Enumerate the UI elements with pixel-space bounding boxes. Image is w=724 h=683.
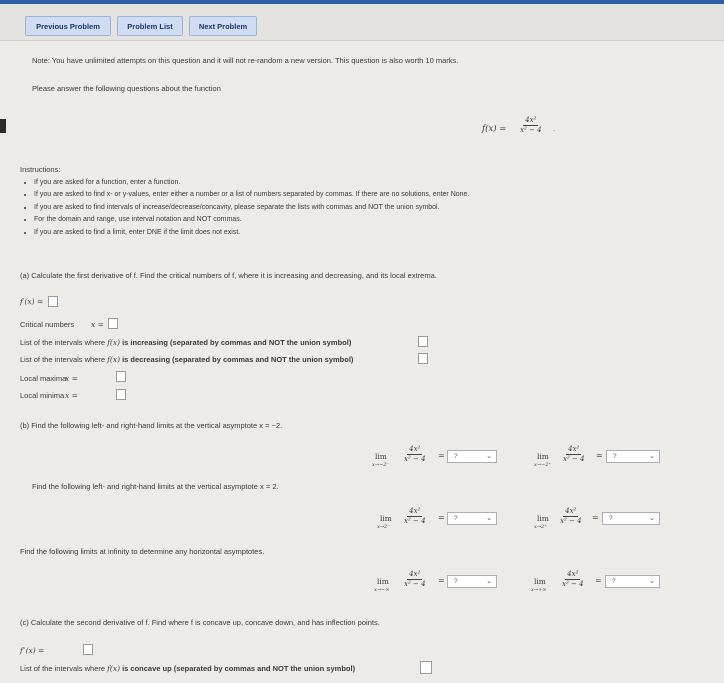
limit-right-neg2-select[interactable] xyxy=(606,450,660,463)
decreasing-intervals-input[interactable] xyxy=(418,353,428,364)
equals-sign: = xyxy=(595,576,602,585)
horizontal-asymptote-text: Find the following limits at infinity to determine any horizontal asymptotes. xyxy=(20,547,265,556)
limit-numerator: 4x² xyxy=(567,570,579,578)
limit-right-2 xyxy=(534,514,549,530)
limit-left-neg2-select[interactable] xyxy=(447,450,497,463)
increasing-fx: f(x) xyxy=(107,338,120,347)
lim-word: lim xyxy=(377,577,389,586)
select-value: ? xyxy=(454,453,458,460)
limit-fraction xyxy=(404,507,426,526)
select-value: ? xyxy=(612,578,616,585)
equals-sign: = xyxy=(596,451,603,460)
chevron-down-icon: ⌄ xyxy=(486,515,492,522)
attempts-note: Note: You have unlimited attempts on this question and it will not re-random a new version. This question is also worth 10 marks. xyxy=(32,56,459,65)
function-period: . xyxy=(553,124,556,133)
part-a-title: (a) Calculate the first derivative of f. Find the critical numbers of f, where it is increasing and decreasing, and its local extrema. xyxy=(20,271,437,280)
limit-denominator: x² − 4 xyxy=(560,517,582,525)
chevron-down-icon: ⌄ xyxy=(649,578,655,585)
vertical-asymptote-2-text: Find the following left- and right-hand limits at the vertical asymptote x = 2. xyxy=(32,482,279,491)
limit-left-2 xyxy=(377,514,392,530)
lim-word: lim xyxy=(534,577,546,586)
function-lhs: f(x) = xyxy=(482,124,507,134)
limit-numerator: 4x² xyxy=(409,507,421,515)
increasing-prefix: List of the intervals where xyxy=(20,338,106,347)
limit-subscript: x→2⁺ xyxy=(534,524,547,530)
select-value: ? xyxy=(454,578,458,585)
concave-up-suffix: is concave up (separated by commas and NOT the union symbol) xyxy=(122,664,356,673)
limit-denominator: x² − 4 xyxy=(404,517,426,525)
limit-subscript: x→2⁻ xyxy=(377,524,390,530)
limit-denominator: x² − 4 xyxy=(563,455,585,463)
limit-numerator: 4x² xyxy=(409,570,421,578)
function-denominator: x² − 4 xyxy=(520,126,542,134)
concave-up-prefix: List of the intervals where xyxy=(20,664,106,673)
lim-word: lim xyxy=(375,452,387,461)
chevron-down-icon: ⌄ xyxy=(486,578,492,585)
limit-numerator: 4x² xyxy=(568,445,580,453)
decreasing-fx: f(x) xyxy=(107,355,120,364)
lim-word: lim xyxy=(537,452,549,461)
instruction-item: • If you are asked to find x- or y-values, enter either a number or a list of numbers separated by commas. If there are no solutions, enter None. xyxy=(34,189,469,201)
second-derivative-label: f″(x) = xyxy=(20,646,45,655)
limit-pos-infinity xyxy=(531,577,547,593)
limit-fraction xyxy=(562,570,584,589)
function-numerator: 4x² xyxy=(525,116,537,124)
limit-subscript: x→−2⁺ xyxy=(534,462,552,468)
local-maxima-label: Local maxima xyxy=(20,374,67,383)
equals-sign: = xyxy=(438,576,445,585)
lim-word: lim xyxy=(537,514,549,523)
problem-nav-bar xyxy=(0,4,724,41)
second-derivative-input[interactable] xyxy=(83,644,93,655)
limit-left-neg2 xyxy=(372,452,390,468)
decreasing-label xyxy=(20,355,353,364)
select-value: ? xyxy=(454,515,458,522)
part-b-title: (b) Find the following left- and right-hand limits at the vertical asymptote x = −2. xyxy=(20,421,283,430)
instructions-list xyxy=(20,177,469,239)
next-problem-button[interactable]: Next Problem xyxy=(189,16,257,36)
limit-numerator: 4x² xyxy=(565,507,577,515)
first-derivative-label: f′(x) = xyxy=(20,297,44,306)
instruction-item: • For the domain and range, use interval notation and NOT commas. xyxy=(34,214,469,226)
increasing-label xyxy=(20,338,351,347)
part-c-title: (c) Calculate the second derivative of f. Find where f is concave up, concave down, and has inflection points. xyxy=(20,618,380,627)
limit-fraction xyxy=(404,570,426,589)
local-maxima-var: x = xyxy=(65,374,78,383)
function-fraction xyxy=(520,116,542,135)
chevron-down-icon: ⌄ xyxy=(486,453,492,460)
limit-subscript: x→−∞ xyxy=(374,587,390,593)
instruction-item: • If you are asked for a function, enter a function. xyxy=(34,177,469,189)
local-minima-label: Local minima xyxy=(20,391,65,400)
problem-list-button[interactable]: Problem List xyxy=(117,16,183,36)
instruction-item: • If you are asked to find a limit, enter DNE if the limit does not exist. xyxy=(34,227,469,239)
local-maxima-input[interactable] xyxy=(116,371,126,382)
chevron-down-icon: ⌄ xyxy=(649,515,655,522)
increasing-suffix: is increasing (separated by commas and NOT the union symbol) xyxy=(122,338,352,347)
limit-fraction xyxy=(560,507,582,526)
limit-subscript: x→+∞ xyxy=(531,587,547,593)
concave-up-label xyxy=(20,664,355,673)
equals-sign: = xyxy=(438,513,445,522)
select-value: ? xyxy=(609,515,613,522)
limit-fraction xyxy=(563,445,585,464)
limit-subscript: x→−2⁻ xyxy=(372,462,390,468)
local-minima-var: x = xyxy=(65,391,78,400)
decreasing-suffix: is decreasing (separated by commas and NOT the union symbol) xyxy=(122,355,354,364)
limit-neg-infinity-select[interactable] xyxy=(447,575,497,588)
limit-left-2-select[interactable] xyxy=(447,512,497,525)
limit-neg-infinity xyxy=(374,577,390,593)
local-minima-input[interactable] xyxy=(116,389,126,400)
limit-denominator: x² − 4 xyxy=(562,580,584,588)
lim-word: lim xyxy=(380,514,392,523)
limit-numerator: 4x² xyxy=(409,445,421,453)
limit-denominator: x² − 4 xyxy=(404,580,426,588)
increasing-intervals-input[interactable] xyxy=(418,336,428,347)
critical-numbers-label: Critical numbers xyxy=(20,320,75,329)
instruction-item: • If you are asked to find intervals of increase/decrease/concavity, please separate the lists with commas and NOT the union symbol. xyxy=(34,202,469,214)
select-value: ? xyxy=(613,453,617,460)
critical-numbers-input[interactable] xyxy=(108,318,118,329)
concave-up-intervals-input[interactable] xyxy=(420,661,432,674)
concave-up-fx: f(x) xyxy=(107,664,120,673)
side-marker xyxy=(0,119,6,133)
equals-sign: = xyxy=(438,451,445,460)
question-prompt: Please answer the following questions about the function xyxy=(32,84,221,93)
instructions-heading: Instructions: xyxy=(20,165,61,174)
limit-fraction xyxy=(404,445,426,464)
critical-numbers-var: x = xyxy=(91,320,104,329)
decreasing-prefix: List of the intervals where xyxy=(20,355,106,364)
previous-problem-button[interactable]: Previous Problem xyxy=(25,16,111,36)
equals-sign: = xyxy=(592,513,599,522)
first-derivative-input[interactable] xyxy=(48,296,58,307)
limit-right-neg2 xyxy=(534,452,552,468)
limit-denominator: x² − 4 xyxy=(404,455,426,463)
limit-pos-infinity-select[interactable] xyxy=(605,575,660,588)
chevron-down-icon: ⌄ xyxy=(649,453,655,460)
limit-right-2-select[interactable] xyxy=(602,512,660,525)
